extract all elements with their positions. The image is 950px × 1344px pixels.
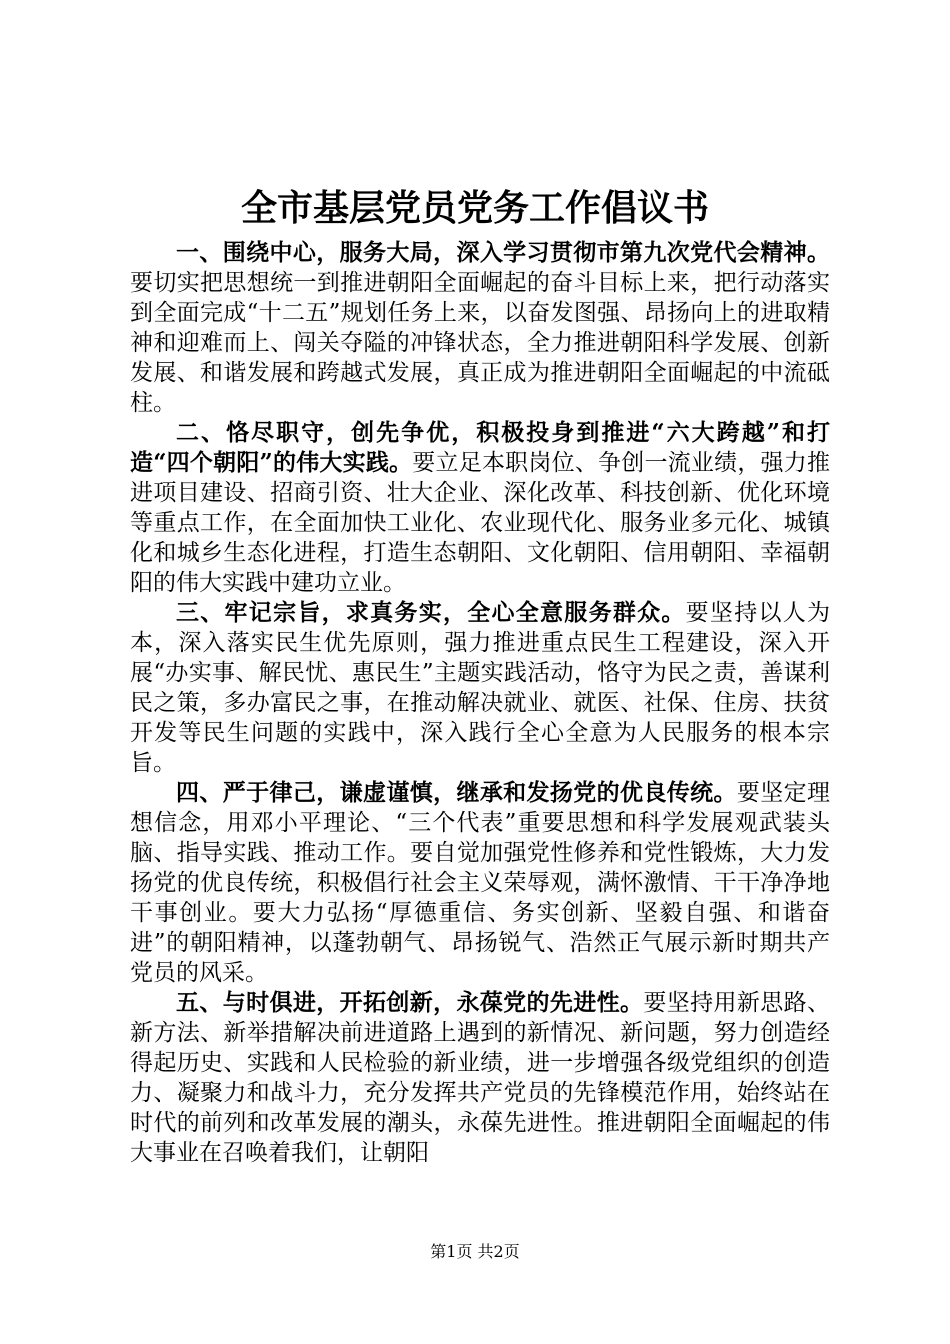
paragraph-3 xyxy=(130,598,830,778)
paragraph-2 xyxy=(130,418,830,598)
paragraph-heading: 四、严于律己，谦虚谨慎，继承和发扬党的优良传统。 xyxy=(176,779,737,806)
paragraph-heading: 二、恪尽职守，创先争优，积极投身到推进“六大跨越”和打造“四个朝阳”的伟大实践。 xyxy=(130,419,830,476)
paragraph-text: 要坚持用新思路、新方法、新举措解决前进道路上遇到的新情况、新问题，努力创造经得起历史、实践和人民检验的新业绩，进一步增强各级党组织的创造力、凝聚力和战斗力，充分发挥共产党员的先锋模范作用，始终站在时代的前列和改革发展的潮头，永葆先进性。推进朝阳全面崛起的伟大事业在召唤着我们，让朝阳 xyxy=(130,990,831,1166)
document-body xyxy=(130,238,830,1168)
paragraph-1 xyxy=(130,238,830,418)
paragraph-heading: 三、牢记宗旨，求真务实，全心全意服务群众。 xyxy=(176,599,686,626)
paragraph-heading: 五、与时俱进，开拓创新，永葆党的先进性。 xyxy=(176,989,644,1016)
paragraph-heading: 一、围绕中心，服务大局，深入学习贯彻市第九次党代会精神。 xyxy=(176,239,830,266)
paragraph-text: 要立足本职岗位、争创一流业绩，强力推进项目建设、招商引资、壮大企业、深化改革、科技创新、优化环境等重点工作，在全面加快工业化、农业现代化、服务业多元化、城镇化和城乡生态化进程，打造生态朝阳、文化朝阳、信用朝阳、幸福朝阳的伟大实践中建功立业。 xyxy=(130,450,830,596)
document-title: 全市基层党员党务工作倡议书 xyxy=(240,187,709,229)
paragraph-5 xyxy=(130,988,830,1168)
paragraph-text: 要坚持以人为本，深入落实民生优先原则，强力推进重点民生工程建设，深入开展“办实事、解民忧、惠民生”主题实践活动，恪守为民之责，善谋利民之策，多办富民之事，在推动解决就业、就医、社保、住房、扶贫开发等民生问题的实践中，深入践行全心全意为人民服务的根本宗旨。 xyxy=(130,600,831,776)
paragraph-text: 要切实把思想统一到推进朝阳全面崛起的奋斗目标上来，把行动落实到全面完成“十二五”规划任务上来，以奋发图强、昂扬向上的进取精神和迎难而上、闯关夺隘的冲锋状态，全力推进朝阳科学发展、创新发展、和谐发展和跨越式发展，真正成为推进朝阳全面崛起的中流砥柱。 xyxy=(130,270,830,416)
paragraph-text: 要坚定理想信念，用邓小平理论、“三个代表”重要思想和科学发展观武装头脑、指导实践、推动工作。要自觉加强党性修养和党性锻炼，大力发扬党的优良传统，积极倡行社会主义荣辱观，满怀激情、干干净净地干事创业。要大力弘扬“厚德重信、务实创新、坚毅自强、和谐奋进”的朝阳精神，以蓬勃朝气、昂扬锐气、浩然正气展示新时期共产党员的风采。 xyxy=(130,780,831,986)
paragraph-4 xyxy=(130,778,830,988)
page-number: 第1页 共2页 xyxy=(430,1242,520,1261)
